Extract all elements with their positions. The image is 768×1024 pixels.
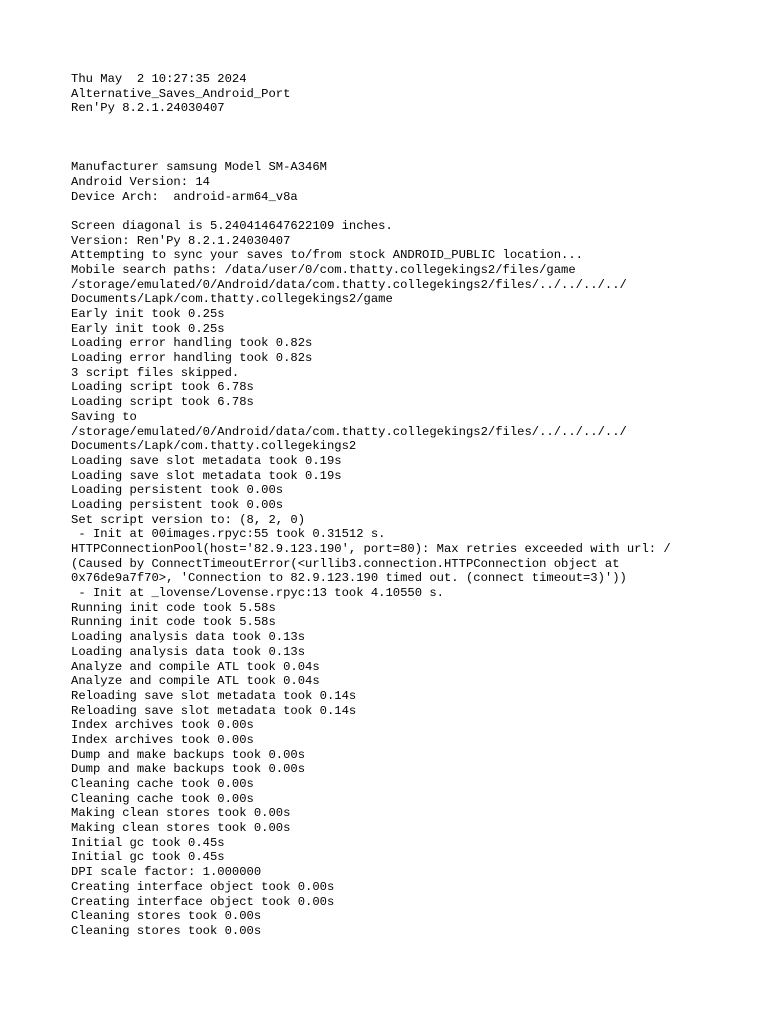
log-line: /storage/emulated/0/Android/data/com.thatty.collegekings2/files/../../../../ <box>71 277 627 292</box>
log-line: Loading error handling took 0.82s <box>71 351 313 366</box>
log-line: Loading persistent took 0.00s <box>71 497 284 512</box>
log-line: Loading persistent took 0.00s <box>71 483 284 498</box>
log-line: HTTPConnectionPool(host='82.9.123.190', port=80): Max retries exceeded with url: / <box>71 542 671 556</box>
log-line: Manufacturer samsung Model SM-A346M <box>71 160 327 175</box>
log-line: Initial gc took 0.45s <box>71 850 225 865</box>
log-line: Loading error handling took 0.82s <box>71 336 313 351</box>
log-line: Dump and make backups took 0.00s <box>71 762 306 777</box>
log-line: Cleaning stores took 0.00s <box>71 909 262 924</box>
log-line: Index archives took 0.00s <box>71 732 254 747</box>
log-line: Thu May 2 10:27:35 2024 <box>71 72 247 86</box>
log-line: Dump and make backups took 0.00s <box>71 747 306 762</box>
log-line: Device Arch: android-arm64_v8a <box>71 189 298 204</box>
log-line: Index archives took 0.00s <box>71 718 254 733</box>
log-line: /storage/emulated/0/Android/data/com.thatty.collegekings2/files/../../../../ <box>71 424 627 439</box>
log-line: Saving to <box>71 409 137 424</box>
log-line <box>71 131 751 146</box>
log-line: Loading script took 6.78s <box>71 395 254 410</box>
log-line: Early init took 0.25s <box>71 321 225 336</box>
log-line: Early init took 0.25s <box>71 307 225 321</box>
log-line: Set script version to: (8, 2, 0) <box>71 512 306 527</box>
log-line <box>71 116 751 131</box>
log-line: Ren'Py 8.2.1.24030407 <box>71 101 225 116</box>
log-line: - Init at _lovense/Lovense.rpyc:13 took 4.10550 s. <box>71 586 444 601</box>
log-line: Loading analysis data took 0.13s <box>71 644 306 659</box>
log-line: DPI scale factor: 1.000000 <box>71 865 262 880</box>
log-line: Reloading save slot metadata took 0.14s <box>71 703 357 718</box>
log-line: Cleaning cache took 0.00s <box>71 777 254 791</box>
log-line: Loading save slot metadata took 0.19s <box>71 468 342 483</box>
log-text-block <box>71 72 751 939</box>
log-line: - Init at 00images.rpyc:55 took 0.31512 s. <box>71 527 386 542</box>
log-line: 0x76de9a7f70>, 'Connection to 82.9.123.190 timed out. (connect timeout=3)')) <box>71 571 627 586</box>
log-line: Making clean stores took 0.00s <box>71 821 291 836</box>
log-line: Cleaning cache took 0.00s <box>71 791 254 806</box>
log-line: Initial gc took 0.45s <box>71 835 225 850</box>
log-line: Documents/Lapk/com.thatty.collegekings2 <box>71 439 357 454</box>
log-line: Cleaning stores took 0.00s <box>71 923 262 938</box>
log-line: Loading save slot metadata took 0.19s <box>71 453 342 468</box>
log-line: Loading analysis data took 0.13s <box>71 630 306 645</box>
log-line: Creating interface object took 0.00s <box>71 894 335 909</box>
log-line: Analyze and compile ATL took 0.04s <box>71 659 320 674</box>
log-line: 3 script files skipped. <box>71 365 240 380</box>
log-line <box>71 145 751 160</box>
log-line: Mobile search paths: /data/user/0/com.thatty.collegekings2/files/game <box>71 262 576 277</box>
log-line: Attempting to sync your saves to/from stock ANDROID_PUBLIC location... <box>71 248 583 263</box>
log-line: Analyze and compile ATL took 0.04s <box>71 674 320 689</box>
log-line: Documents/Lapk/com.thatty.collegekings2/game <box>71 292 393 307</box>
log-line <box>71 204 751 219</box>
log-line: (Caused by ConnectTimeoutError(<urllib3.connection.HTTPConnection object at <box>71 556 620 571</box>
log-line: Android Version: 14 <box>71 174 210 189</box>
log-line: Reloading save slot metadata took 0.14s <box>71 688 357 703</box>
log-line: Alternative_Saves_Android_Port <box>71 86 291 101</box>
log-line: Version: Ren'Py 8.2.1.24030407 <box>71 233 291 248</box>
log-line: Making clean stores took 0.00s <box>71 806 291 821</box>
log-line: Running init code took 5.58s <box>71 615 276 630</box>
log-line: Loading script took 6.78s <box>71 380 254 395</box>
log-line: Running init code took 5.58s <box>71 600 276 615</box>
log-line: Screen diagonal is 5.240414647622109 inches. <box>71 218 393 233</box>
log-line: Creating interface object took 0.00s <box>71 879 335 894</box>
